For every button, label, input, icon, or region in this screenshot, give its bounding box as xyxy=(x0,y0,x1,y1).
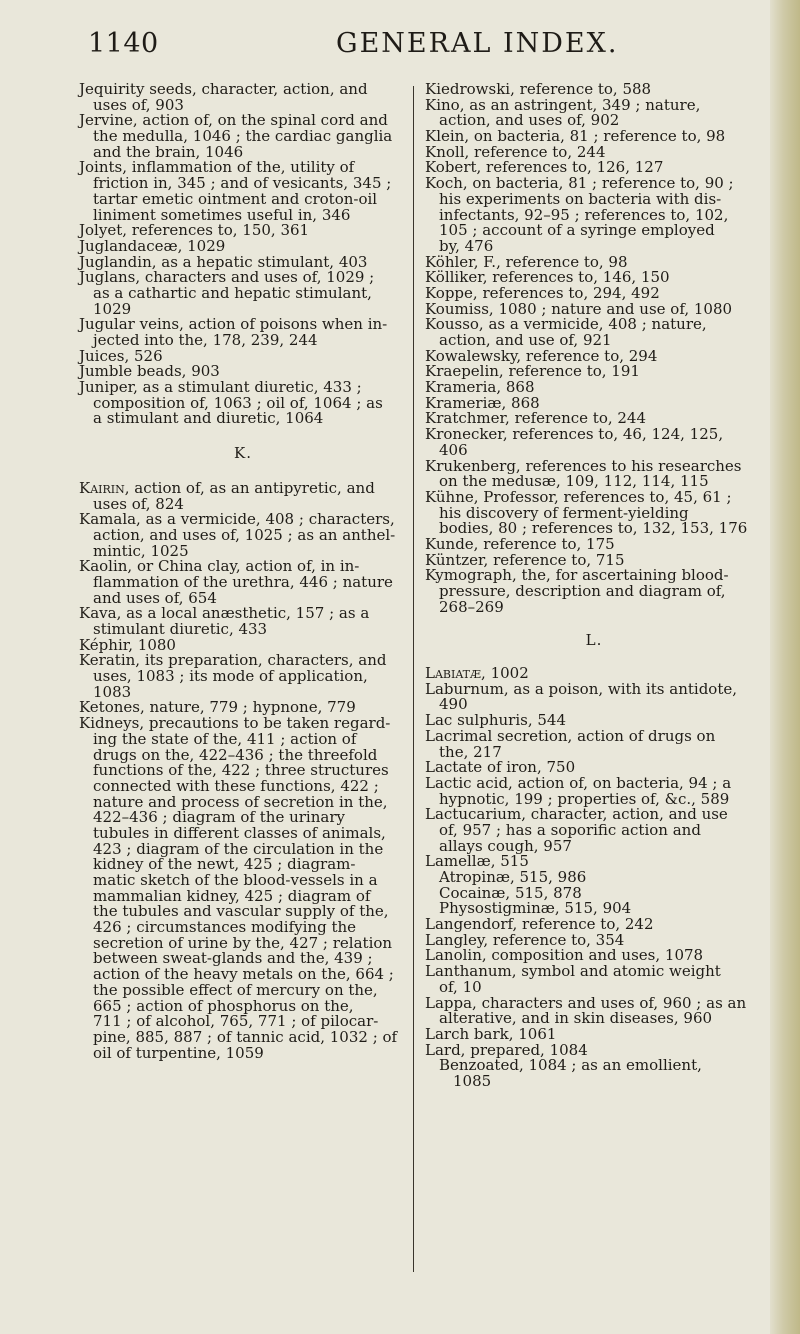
index-entry xyxy=(425,427,763,458)
index-entry xyxy=(79,317,417,348)
entry-text: Kino, as an astringent, 349 ; nature, action, and uses of, 902 xyxy=(425,95,701,130)
entry-text: Lappa, characters and uses of, 960 ; as an alterative, and in skin diseases, 960 xyxy=(425,993,747,1028)
entry-text: Krukenberg, references to his researches on the medusæ, 109, 112, 114, 115 xyxy=(425,456,742,491)
index-entry xyxy=(79,716,417,1061)
entry-text: Physostigminæ, 515, 904 xyxy=(439,899,632,918)
entry-text: Jugular veins, action of poisons when in- jected into the, 178, 239, 244 xyxy=(79,315,388,349)
entry-text: Klein, on bacteria, 81 ; reference to, 98 xyxy=(425,127,726,146)
entry-text: Langendorf, reference to, 242 xyxy=(425,915,654,934)
entry-text: Kidneys, precautions to be taken regard- ing the state of the, 411 ; action of drugs on the, 422–436 ; the threefold functions of the, 422 ; three structures connected with these functions, 422 ; nature and process of secretion in the, 422–436 ; diagram of the urinary tubules in different classes of animals, 423 ; diagram of the circulation in the kidney of the newt, 425 ; diagram- matic sketch of the blood-vessels in a mammalian kidney, 425 ; diagram of the tubules and vascular supply of the, 426 ; circumstances modifying the secretion of urine by the, 427 ; relation between sweat-glands and the, 439 ; action of the heavy metals on the, 664 ; the possible effect of mercury on the, 665 ; action of phosphorus on the, 711 ; of alcohol, 765, 771 ; of pilocar- pine, 885, 887 ; of tannic acid, 1032 ; of oil of turpentine, 1059 xyxy=(79,714,398,1062)
entry-heading: Labiatæ, xyxy=(425,664,486,683)
page-title: GENERAL INDEX. xyxy=(336,28,619,59)
entry-text: Atropinæ, 515, 986 xyxy=(439,868,587,886)
index-entry xyxy=(79,478,417,513)
entry-text: Juglandaceæ, 1029 xyxy=(79,236,226,255)
index-entry xyxy=(425,487,763,538)
index-entry xyxy=(425,993,763,1028)
entry-text: Kaolin, or China clay, action of, in in- flammation of the urethra, 446 ; nature and uses of, 654 xyxy=(79,557,393,607)
section-letter: L. xyxy=(585,631,603,650)
entry-text: Kamala, as a vermicide, 408 ; characters, action, and uses of, 1025 ; as an anthel- mintic, 1025 xyxy=(79,510,396,560)
entry-text: Krameria, 868 xyxy=(425,378,535,397)
entry-text: Kronecker, references to, 46, 124, 125, 406 xyxy=(425,425,724,459)
index-entry xyxy=(425,568,763,615)
entry-text: Kühne, Professor, references to, 45, 61 ; his discovery of ferment-yielding bodies, 80 ; references to, 132, 153, 176 xyxy=(425,487,748,538)
entry-text: Langley, reference to, 354 xyxy=(425,930,625,949)
column-divider xyxy=(413,86,414,1272)
entry-text: Kiedrowski, reference to, 588 xyxy=(425,80,652,98)
entry-text: Cocainæ, 515, 878 xyxy=(439,883,582,902)
entry-text: Köhler, F., reference to, 98 xyxy=(425,252,628,271)
page-edge xyxy=(770,0,800,1334)
entry-text: Juices, 526 xyxy=(79,346,163,365)
left-column xyxy=(79,82,417,1061)
page-header xyxy=(40,28,740,68)
index-entry xyxy=(79,270,417,317)
index-entry xyxy=(425,726,763,761)
index-entry xyxy=(79,82,417,113)
entry-text: Keratin, its preparation, characters, and uses, 1083 ; its mode of application, 1083 xyxy=(79,651,387,701)
index-entry xyxy=(425,176,763,254)
entry-text: Larch bark, 1061 xyxy=(425,1024,557,1043)
entry-text: Jumble beads, 903 xyxy=(79,362,220,381)
entry-text: Krameriæ, 868 xyxy=(425,393,540,412)
entry-text: Kymograph, the, for ascertaining blood- pressure, description and diagram of, 268–269 xyxy=(425,566,729,616)
entry-text: Koch, on bacteria, 81 ; reference to, 90 ; his experiments on bacteria with dis- infectants, 92–95 ; references to, 102, 105 ; account of a syringe employed by, 476 xyxy=(425,174,734,255)
index-entry xyxy=(425,773,763,808)
index-entry xyxy=(425,456,763,491)
entry-text: Kraepelin, reference to, 191 xyxy=(425,362,640,381)
entry-text: Jervine, action of, on the spinal cord and the medulla, 1046 ; the cardiac ganglia and the brain, 1046 xyxy=(79,111,393,161)
entry-text: Joints, inflammation of the, utility of friction in, 345 ; and of vesicants, 345 ; tartar emetic ointment and croton-oil liniment sometimes useful in, 346 xyxy=(79,158,392,224)
entry-text: 1002 xyxy=(485,664,529,683)
entry-text: Kowalewsky, reference to, 294 xyxy=(425,346,658,365)
index-entry xyxy=(79,559,417,606)
index-entry xyxy=(79,512,417,559)
index-entry xyxy=(425,95,763,130)
entry-text: Küntzer, reference to, 715 xyxy=(425,550,625,569)
index-entry xyxy=(79,113,417,160)
entry-text: Lac sulphuris, 544 xyxy=(425,711,566,730)
entry-text: Lanthanum, symbol and atomic weight of, 10 xyxy=(425,962,721,996)
right-column xyxy=(425,82,763,1090)
entry-text: Jequirity seeds, character, action, and uses of, 903 xyxy=(79,80,368,114)
entry-text: Kratchmer, reference to, 244 xyxy=(425,409,647,428)
index-entry xyxy=(425,679,763,714)
entry-text: Kousso, as a vermicide, 408 ; nature, action, and use of, 921 xyxy=(425,315,707,349)
entry-text: Kobert, references to, 126, 127 xyxy=(425,158,664,177)
entry-text: Lactic acid, action of, on bacteria, 94 ; a hypnotic, 199 ; properties of, &c., 589 xyxy=(425,773,732,808)
index-entry xyxy=(425,807,763,854)
entry-text: Ketones, nature, 779 ; hypnone, 779 xyxy=(79,698,356,717)
entry-heading: Kairin, xyxy=(79,478,130,497)
index-entry xyxy=(79,160,417,223)
entry-text: Kunde, reference to, 175 xyxy=(425,534,615,553)
entry-text: Juglandin, as a hepatic stimulant, 403 xyxy=(79,252,368,271)
entry-text: Lactate of iron, 750 xyxy=(425,758,576,777)
index-entry xyxy=(425,317,763,348)
entry-text: Koumiss, 1080 ; nature and use of, 1080 xyxy=(425,299,733,318)
entry-text: Lard, prepared, 1084 xyxy=(425,1040,588,1059)
section-letter: K. xyxy=(234,444,252,463)
entry-text: Lanolin, composition and uses, 1078 xyxy=(425,946,704,965)
entry-text: Knoll, reference to, 244 xyxy=(425,142,606,161)
entry-text: Jolyet, references to, 150, 361 xyxy=(79,221,310,240)
entry-text: Lamellæ, 515 xyxy=(425,852,529,871)
index-entry xyxy=(79,380,417,427)
entry-text: Lactucarium, character, action, and use of, 957 ; has a soporific action and allays cough, 957 xyxy=(425,805,728,855)
entry-text: Koppe, references to, 294, 492 xyxy=(425,283,660,302)
index-subentry xyxy=(425,1058,763,1089)
entry-text: action of, as an antipyretic, and uses of, 824 xyxy=(93,478,375,513)
entry-text: Benzoated, 1084 ; as an emollient, 1085 xyxy=(439,1056,702,1090)
entry-text: Juniper, as a stimulant diuretic, 433 ; composition of, 1063 ; oil of, 1064 ; as a stimulant and diuretic, 1064 xyxy=(79,378,383,428)
entry-text: Lacrimal secretion, action of drugs on the, 217 xyxy=(425,726,716,761)
entry-text: Képhir, 1080 xyxy=(79,635,176,654)
entry-text: Juglans, characters and uses of, 1029 ; as a cathartic and hepatic stimulant, 1029 xyxy=(79,268,375,318)
index-entry xyxy=(79,606,417,637)
entry-text: Laburnum, as a poison, with its antidote, 490 xyxy=(425,679,738,714)
index-entry xyxy=(79,653,417,700)
entry-text: Kava, as a local anæsthetic, 157 ; as a stimulant diuretic, 433 xyxy=(79,604,370,638)
index-entry xyxy=(425,964,763,995)
page-number: 1140 xyxy=(88,28,159,59)
entry-text: Kölliker, references to, 146, 150 xyxy=(425,268,670,287)
